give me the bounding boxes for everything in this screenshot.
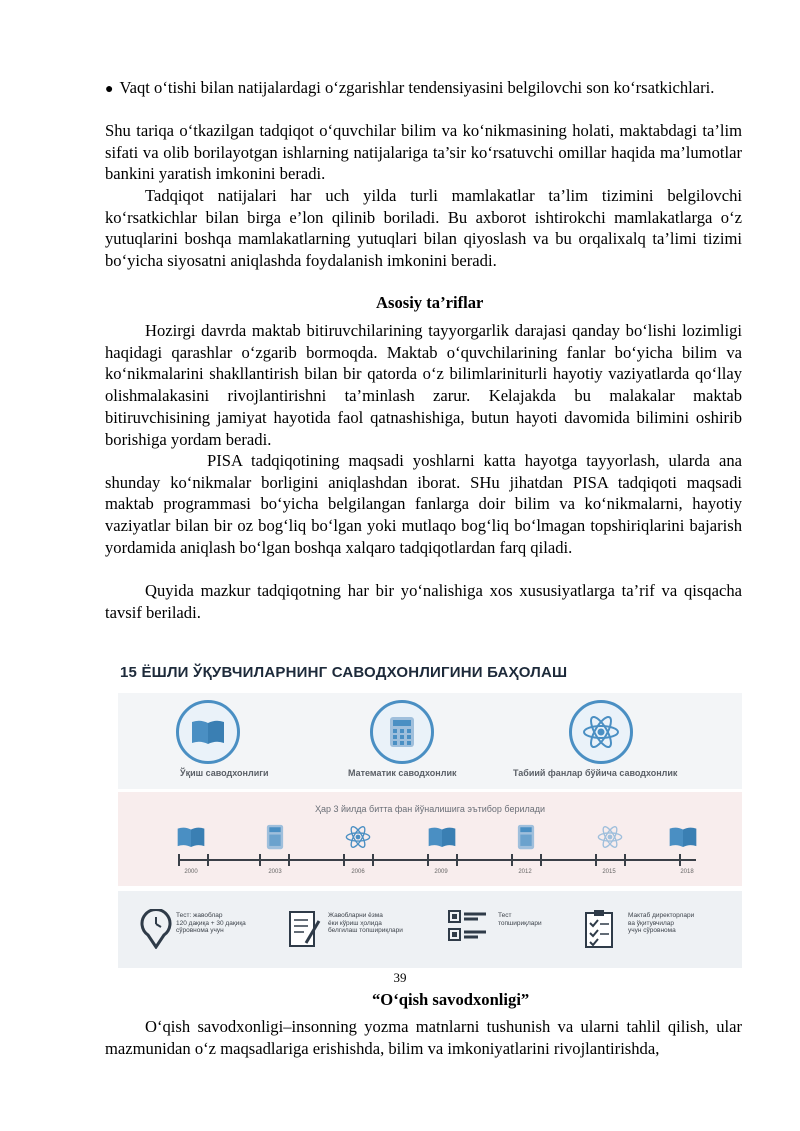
legend-text-time: Тест: жавоблар 120 дақиқа + 30 дақиқа сўровнома учун bbox=[176, 912, 246, 935]
checklist-icon bbox=[584, 909, 616, 949]
timeline-year: 2003 bbox=[268, 869, 282, 875]
timeline-tick bbox=[207, 854, 209, 866]
calculator-icon bbox=[260, 824, 290, 850]
timeline-tick bbox=[372, 854, 374, 866]
clock-icon bbox=[140, 909, 172, 949]
paragraph-4: PISA tadqiqotining maqsadi yoshlarni katta hayotga tayyorlash, ularda ana shunday ko‘nikmalar borligini aniqlashdan iborat. SHu jihatdan PISA tadqiqoti maqsadi maktab programmasi bo‘yicha belgilangan fanlarga doir bilim va ko‘nikmalarni, hayotiy vaziyatlar bilan bir oz bog‘liq bo‘lgan yoki mutlaqo bog‘liq bo‘lmagan topshiriqlarini bajarish yordamida aniqlash bo‘lgan boshqa xalqaro tadqiqotlardan farq qiladi. bbox=[105, 451, 742, 557]
book-icon bbox=[176, 824, 206, 850]
book-icon bbox=[190, 718, 226, 746]
timeline-tick bbox=[343, 854, 345, 866]
book-icon bbox=[668, 824, 698, 850]
section2-paragraph: O‘qish savodxonligi–insonning yozma matnlarni tushunish va ularni tahlil qilish, ular mazmunidan o‘z maqsadlariga erishishda, bilim va imkoniyatlarini rivojlantirishda, bbox=[105, 1017, 742, 1058]
calculator-icon bbox=[389, 716, 415, 748]
timeline-year: 2006 bbox=[351, 869, 365, 875]
science-domain-circle bbox=[569, 700, 633, 764]
paragraph-3: Hozirgi davrda maktab bitiruvchilarining tayyorgarlik darajasi qanday bo‘lishi lozimligi haqidagi qarashlar o‘zgarib bormoqda. Maktab o‘quvchilarining fanlar bo‘yicha bilim va ko‘nikmalarini shakllantirish bilan bir qatorda o‘z bilimlariniturli hayotiy vaziyatlarda qo‘llay olishmalakasini rivojlantirishni ta’minlash zarur. Kelajakda bu malakalar maktab bitiruvchisining jamiyat hayotida faol qatnashishiga, butun hayoti davomida bilimini oshirib borishiga yordam beradi. bbox=[105, 321, 742, 449]
timeline-tick bbox=[427, 854, 429, 866]
timeline-tick bbox=[511, 854, 513, 866]
bullet-text: Vaqt o‘tishi bilan natijalardagi o‘zgarishlar tendensiyasini belgilovchi son ko‘rsatkichlari. bbox=[119, 78, 715, 97]
reading-domain-circle bbox=[176, 700, 240, 764]
page-number: 39 bbox=[393, 970, 407, 985]
paragraph-2: Tadqiqot natijalari har uch yilda turli mamlakatlar ta’lim tizimini belgilovchi ko‘rsatkichlar bilan birga e’lon qilinib boriladi. Bu axborot ishtirokchi mamlakatlarga o‘z yutuqlarini boshqa mamlakatlarning yutuqlari bilan qiyoslash va bu orqalixalq ta’limi tizimi bo‘yicha siyosatni aniqlashda foydalanish imkonini beradi. bbox=[105, 186, 742, 271]
section-heading: Asosiy ta’riflar bbox=[376, 293, 484, 312]
math-domain-circle bbox=[370, 700, 434, 764]
timeline-tick bbox=[679, 854, 681, 866]
timeline-year: 2000 bbox=[184, 869, 198, 875]
timeline-tick bbox=[540, 854, 542, 866]
timeline-year: 2012 bbox=[518, 869, 532, 875]
calculator-icon bbox=[511, 824, 541, 850]
section2-heading: “O‘qish savodxonligi” bbox=[372, 990, 530, 1009]
legend-text-survey: Мактаб директорлари ва ўқитувчилар учун сўровнома bbox=[628, 912, 695, 935]
timeline-tick bbox=[178, 854, 180, 866]
timeline-axis bbox=[178, 859, 696, 861]
timeline-caption: Ҳар 3 йилда битта фан йўналишига эътибор берилади bbox=[314, 804, 546, 814]
timeline-year: 2009 bbox=[434, 869, 448, 875]
atom-icon bbox=[595, 824, 625, 850]
timeline-year: 2015 bbox=[602, 869, 616, 875]
document-pen-icon bbox=[288, 909, 322, 951]
infographic-title: 15 ЁШЛИ ЎҚУВЧИЛАРНИНГ САВОДХОНЛИГИНИ БАҲОЛАШ bbox=[120, 664, 568, 681]
legend-text-answers: Жавобларни ёзма ёки кўриш ҳолида белгилаш топшириқлари bbox=[328, 912, 403, 935]
atom-icon bbox=[343, 824, 373, 850]
atom-icon bbox=[582, 713, 620, 751]
domain-label-science: Табиий фанлар бўйича саводхонлик bbox=[513, 768, 678, 778]
timeline-tick bbox=[259, 854, 261, 866]
bullet-paragraph bbox=[105, 77, 742, 101]
timeline-year: 2018 bbox=[680, 869, 694, 875]
paragraph-1: Shu tariqa o‘tkazilgan tadqiqot o‘quvchilar bilim va ko‘nikmasining holati, maktabdagi ta’lim sifati va olib borilayotgan ishlarning natijalariga ta’sir ko‘rsatuvchi omillar haqida ma’lumotlar bankini yaratish imkonini beradi. bbox=[105, 121, 742, 184]
timeline-tick bbox=[456, 854, 458, 866]
legend-text-tasks: Тест топшириқлари bbox=[498, 912, 542, 927]
list-icon bbox=[448, 909, 488, 943]
pisa-infographic bbox=[118, 656, 742, 968]
book-icon bbox=[427, 824, 457, 850]
timeline-tick bbox=[624, 854, 626, 866]
paragraph-5: Quyida mazkur tadqiqotning har bir yo‘nalishiga xos xususiyatlarga ta’rif va qisqacha tavsif beriladi. bbox=[105, 581, 742, 622]
timeline-tick bbox=[288, 854, 290, 866]
domain-label-reading: Ўқиш саводхонлиги bbox=[180, 768, 269, 778]
bullet-icon: ● bbox=[105, 82, 114, 97]
timeline-tick bbox=[595, 854, 597, 866]
domain-label-math: Математик саводхонлик bbox=[348, 768, 457, 778]
